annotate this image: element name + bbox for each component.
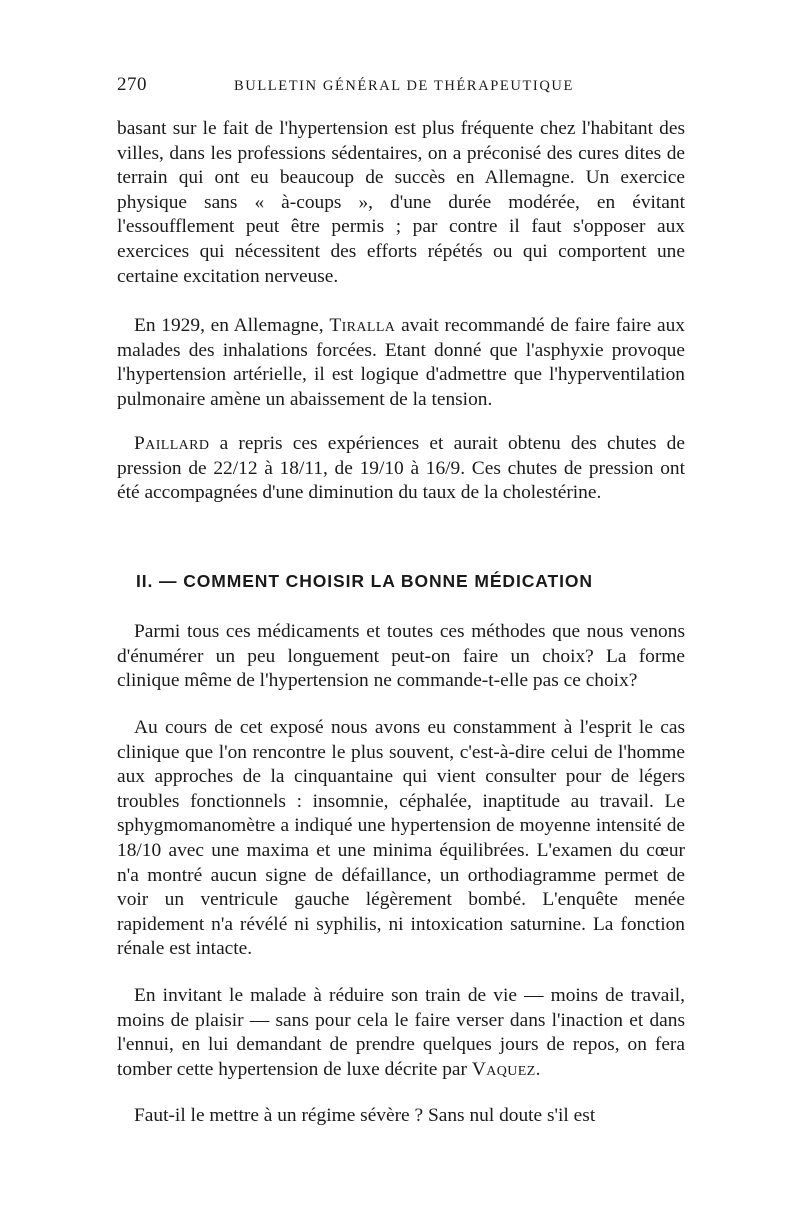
paragraph-paillard bbox=[117, 432, 685, 506]
paragraph-lifestyle bbox=[117, 984, 685, 1082]
paragraph-text: basant sur le fait de l'hypertension est plus fréquente chez l'habitant des villes, dans les professions sédentaires, on a préconisé des cures dites de terrain qui ont eu beaucoup de succès en Allemagne. Un exercice physique sans « à-coups », d'une durée modérée, en évitant l'essoufflement peut être permis ; par contre il faut s'opposer aux exercices qui nécessitent des efforts répétés ou qui comportent une certaine excitation nerveuse. bbox=[117, 118, 685, 287]
author-name-vaquez: Vaquez bbox=[471, 1058, 536, 1080]
author-name-tiralla: Tiralla bbox=[329, 315, 396, 336]
paragraph-terrain-cures bbox=[117, 117, 685, 289]
paragraph-text: En 1929, en Allemagne, bbox=[134, 315, 330, 336]
author-name-paillard: Paillard bbox=[134, 433, 210, 454]
paragraph-clinical-case bbox=[117, 716, 685, 962]
running-title: BULLETIN GÉNÉRAL DE THÉRAPEUTIQUE bbox=[234, 78, 574, 94]
section-heading: II. — COMMENT CHOISIR LA BONNE MÉDICATION bbox=[136, 571, 593, 591]
paragraph-text: Au cours de cet exposé nous avons eu constamment à l'esprit le cas clinique que l'on rencontre le plus souvent, c'est-à-dire celui de l'homme aux approches de la cinquantaine qui vient consulter pour de légers troubles fonctionnels : insomnie, céphalée, inaptitude au travail. Le sphygmomanomètre a indiqué une hypertension de moyenne intensité de 18/10 avec une maxima et une minima équilibrées. L'examen du cœur n'a montré aucun signe de défaillance, un orthodiagramme permet de voir un ventricule gauche légèrement bombé. L'enquête menée rapidement n'a révélé ni syphilis, ni intoxication saturnine. La fonction rénale est intacte. bbox=[117, 717, 685, 960]
page-header bbox=[117, 74, 685, 98]
paragraph-text: En invitant le malade à réduire son train de vie — moins de travail, moins de plaisir — sans pour cela le faire verser dans l'inaction et dans l'ennui, en lui demandant de prendre quelques jours de repos, on fera tomber cette hypertension de luxe décrite par bbox=[117, 985, 685, 1080]
page-number: 270 bbox=[117, 74, 147, 95]
paragraph-text: Faut-il le mettre à un régime sévère ? Sans nul doute s'il est bbox=[134, 1105, 596, 1126]
paragraph-text: Parmi tous ces médicaments et toutes ces méthodes que nous venons d'énumérer un peu longuement peut-on faire un choix? La forme clinique même de l'hypertension ne commande-t-elle pas ce choix? bbox=[117, 621, 685, 692]
paragraph-tiralla bbox=[117, 314, 685, 412]
paragraph-text: . bbox=[535, 1058, 541, 1080]
paragraph-text: avait recommandé de faire faire aux malades des inhalations forcées. Etant donné que l'asphyxie provoque l'hypertension artérielle, il est logique d'admettre que l'hyperventilation pulmonaire amène un abaissement de la tension. bbox=[117, 315, 685, 410]
paragraph-regime bbox=[117, 1104, 685, 1129]
paragraph-text: a repris ces expériences et aurait obtenu des chutes de pression de 22/12 à 18/11, de 19/10 à 16/9. Ces chutes de pression ont été accompagnées d'une diminution du taux de la cholestérine. bbox=[117, 433, 685, 504]
paragraph-choice bbox=[117, 620, 685, 694]
